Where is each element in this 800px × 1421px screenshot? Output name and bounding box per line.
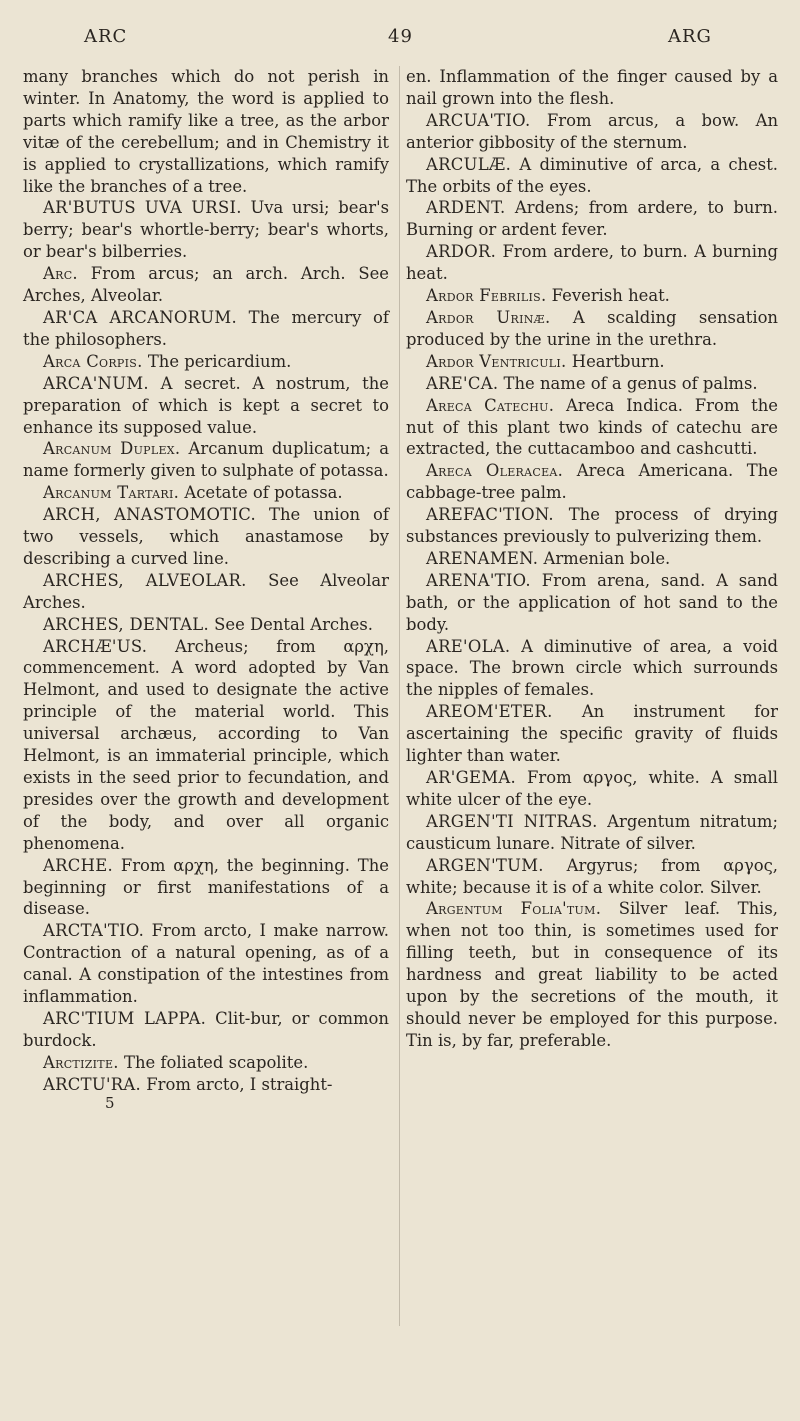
dictionary-entry	[406, 110, 778, 154]
dictionary-entry	[23, 438, 389, 482]
entry-headword: Ardor Febrilis.	[426, 286, 547, 306]
entry-definition: The union of two vessels, which anastamose by describing a curved line.	[23, 505, 389, 568]
entry-headword: ARCUA'TIO.	[426, 110, 531, 130]
dictionary-entry	[23, 1008, 389, 1052]
entry-headword: ARC'TIUM LAPPA.	[43, 1008, 207, 1028]
entry-headword: ARE'CA.	[426, 373, 499, 393]
entry-definition: A diminutive of area, a void space. The brown circle which surrounds the nipples of females.	[406, 636, 778, 700]
dictionary-entry	[406, 504, 778, 548]
dictionary-entry	[406, 811, 778, 855]
entry-definition: Silver leaf. This, when not too thin, is sometimes used for filling teeth, but in consequence of its hardness and great liability to be acted upon by the secretions of the mouth, it should never be employed for this purpose. Tin is, by far, preferable.	[406, 899, 778, 1050]
dictionary-entry	[23, 1074, 389, 1096]
entry-headword: ARCHES, DENTAL.	[43, 614, 209, 634]
entry-definition: Arcanum duplicatum; a name formerly given to sulphate of potassa.	[23, 439, 389, 481]
entry-headword: Arctizite.	[43, 1052, 119, 1072]
signature-mark: 5	[105, 1093, 115, 1112]
entry-headword: ARGEN'TI NITRAS.	[426, 811, 598, 831]
entry-definition: From arcto, I make narrow. Contraction of a natural opening, as of a canal. A constipation of the intestines from inflammation.	[23, 921, 389, 1007]
entry-headword: Areca Catechu.	[426, 395, 555, 415]
entry-headword: ARENAMEN.	[426, 548, 539, 568]
entry-headword: Ardor Urinæ.	[426, 307, 551, 327]
dictionary-entry	[23, 197, 389, 263]
entry-definition: Archeus; from αρχη, commencement. A word adopted by Van Helmont, and used to designate the active principle of the material world. This universal archæus, according to Van Helmont, is an immaterial principle, which exists in the seed prior to fecundation, and presides over the growth and development of the body, and over all organic phenomena.	[23, 636, 389, 853]
entry-headword: Areca Oleracea.	[426, 461, 564, 481]
entry-headword: AR'CA ARCANORUM.	[43, 307, 237, 327]
entry-definition: The process of drying substances previously to pulverizing them.	[406, 505, 778, 547]
entry-definition: Ardens; from ardere, to burn. Burning or ardent fever.	[406, 198, 778, 240]
dictionary-entry	[406, 636, 778, 702]
entry-definition: An instrument for ascertaining the specific gravity of fluids lighter than water.	[406, 702, 778, 766]
entry-definition: A scalding sensation produced by the urine in the urethra.	[406, 307, 778, 349]
entry-definition: From arcus, a bow. An anterior gibbosity of the sternum.	[406, 110, 778, 152]
entry-headword: ARCHÆ'US.	[43, 636, 148, 656]
entry-headword: ARENA'TIO.	[426, 570, 531, 590]
entry-definition: en. Inflammation of the finger caused by a nail grown into the flesh.	[406, 67, 778, 108]
entry-headword: Ardor Ventriculi.	[426, 351, 567, 371]
entry-headword: Arcanum Duplex.	[43, 439, 181, 459]
dictionary-entry	[23, 504, 389, 570]
entry-headword: ARCULÆ.	[426, 154, 512, 174]
entry-headword: ARE'OLA.	[426, 636, 511, 656]
entry-headword: ARCTA'TIO.	[43, 921, 145, 941]
dictionary-entry	[23, 307, 389, 351]
entry-headword: ARCH, ANASTOMOTIC.	[43, 505, 257, 525]
entry-headword: ARCTU'RA.	[43, 1074, 142, 1094]
dictionary-entry	[23, 920, 389, 1008]
entry-headword: Arca Corpis.	[43, 351, 143, 371]
entry-definition: The name of a genus of palms.	[498, 373, 758, 393]
entry-definition: many branches which do not perish in winter. In Anatomy, the word is applied to parts which ramify like a tree, as the arbor vitæ of the cerebellum; and in Chemistry it is applied to crystallizations, which ramify like the branches of a tree.	[23, 67, 389, 196]
entry-definition: Acetate of potassa.	[179, 483, 343, 503]
dictionary-entry	[23, 1052, 389, 1074]
entry-headword: AR'BUTUS UVA URSI.	[43, 198, 242, 218]
entry-headword: Arcanum Tartari.	[43, 483, 180, 503]
dictionary-entry	[406, 898, 778, 1051]
dictionary-entry	[406, 855, 778, 899]
right-column	[406, 66, 778, 1052]
dictionary-entry	[23, 855, 389, 921]
dictionary-entry	[23, 263, 389, 307]
entry-definition: From αρχη, the beginning. The beginning or first manifestations of a disease.	[23, 855, 389, 919]
entry-definition: A secret. A nostrum, the preparation of which is kept a secret to enhance its supposed value.	[23, 373, 389, 437]
dictionary-entry	[23, 66, 389, 197]
entry-definition: Areca Americana. The cabbage-tree palm.	[406, 461, 778, 503]
entry-definition: Feverish heat.	[546, 286, 670, 306]
dictionary-entry	[406, 701, 778, 767]
running-header	[0, 26, 800, 56]
entry-headword: AREOM'ETER.	[426, 702, 553, 722]
entry-definition: From arena, sand. A sand bath, or the application of hot sand to the body.	[406, 570, 778, 634]
entry-headword: AREFAC'TION.	[426, 505, 554, 525]
dictionary-entry	[406, 154, 778, 198]
column-gutter	[399, 66, 400, 1326]
entry-definition: Heartburn.	[566, 351, 665, 371]
entry-headword: ARCA'NUM.	[43, 373, 149, 393]
entry-definition: The foliated scapolite.	[118, 1052, 309, 1072]
entry-headword: ARCHES, ALVEOLAR.	[43, 570, 247, 590]
entry-definition: Argyrus; from αργος, white; because it is of a white color. Silver.	[406, 855, 778, 897]
entry-headword: Arc.	[43, 264, 78, 284]
entry-definition: From ardere, to burn. A burning heat.	[406, 242, 778, 284]
header-right-guide-word: ARG	[668, 26, 712, 47]
left-column	[23, 66, 389, 1110]
entry-headword: ARCHE.	[43, 855, 113, 875]
entry-headword: ARDENT.	[426, 198, 506, 218]
dictionary-entry	[406, 197, 778, 241]
dictionary-entry	[406, 66, 778, 110]
entry-definition: A diminutive of arca, a chest. The orbits of the eyes.	[406, 154, 778, 196]
entry-headword: AR'GEMA.	[426, 768, 516, 787]
dictionary-entry	[406, 395, 778, 461]
dictionary-entry	[23, 373, 389, 439]
dictionary-entry	[406, 285, 778, 307]
dictionary-entry	[23, 351, 389, 373]
header-left-guide-word: ARC	[84, 26, 128, 47]
dictionary-entry	[406, 373, 778, 395]
page-number: 49	[388, 26, 413, 47]
dictionary-entry	[23, 570, 389, 614]
dictionary-entry	[23, 636, 389, 855]
dictionary-entry	[406, 548, 778, 570]
entry-definition: The mercury of the philosophers.	[23, 307, 389, 349]
entry-definition: From arcto, I straight-	[141, 1074, 333, 1094]
dictionary-entry	[406, 351, 778, 373]
entry-definition: See Dental Arches.	[208, 614, 373, 634]
entry-definition: See Alveolar Arches.	[23, 570, 389, 612]
entry-definition: The pericardium.	[142, 351, 292, 371]
entry-definition: Armenian bole.	[538, 548, 671, 568]
dictionary-entry	[406, 307, 778, 351]
dictionary-entry	[23, 482, 389, 504]
entry-headword: ARDOR.	[426, 242, 497, 262]
entry-definition: Argentum nitratum; causticum lunare. Nitrate of silver.	[406, 811, 778, 853]
entry-definition: Uva ursi; bear's berry; bear's whortle-berry; bear's whorts, or bear's bilberries.	[23, 198, 389, 262]
dictionary-entry	[406, 460, 778, 504]
entry-definition: From arcus; an arch. Arch. See Arches, Alveolar.	[23, 264, 389, 306]
entry-headword: ARGEN'TUM.	[426, 855, 544, 875]
dictionary-entry	[23, 614, 389, 636]
entry-definition: Clit-bur, or common burdock.	[23, 1008, 389, 1050]
entry-definition: Areca Indica. From the nut of this plant two kinds of catechu are extracted, the cuttacamboo and cashcutti.	[406, 395, 778, 459]
dictionary-entry	[406, 767, 778, 811]
entry-definition: From αργος, white. A small white ulcer of the eye.	[406, 768, 778, 809]
dictionary-entry	[406, 570, 778, 636]
dictionary-entry	[406, 241, 778, 285]
entry-headword: Argentum Folia'tum.	[426, 899, 602, 919]
